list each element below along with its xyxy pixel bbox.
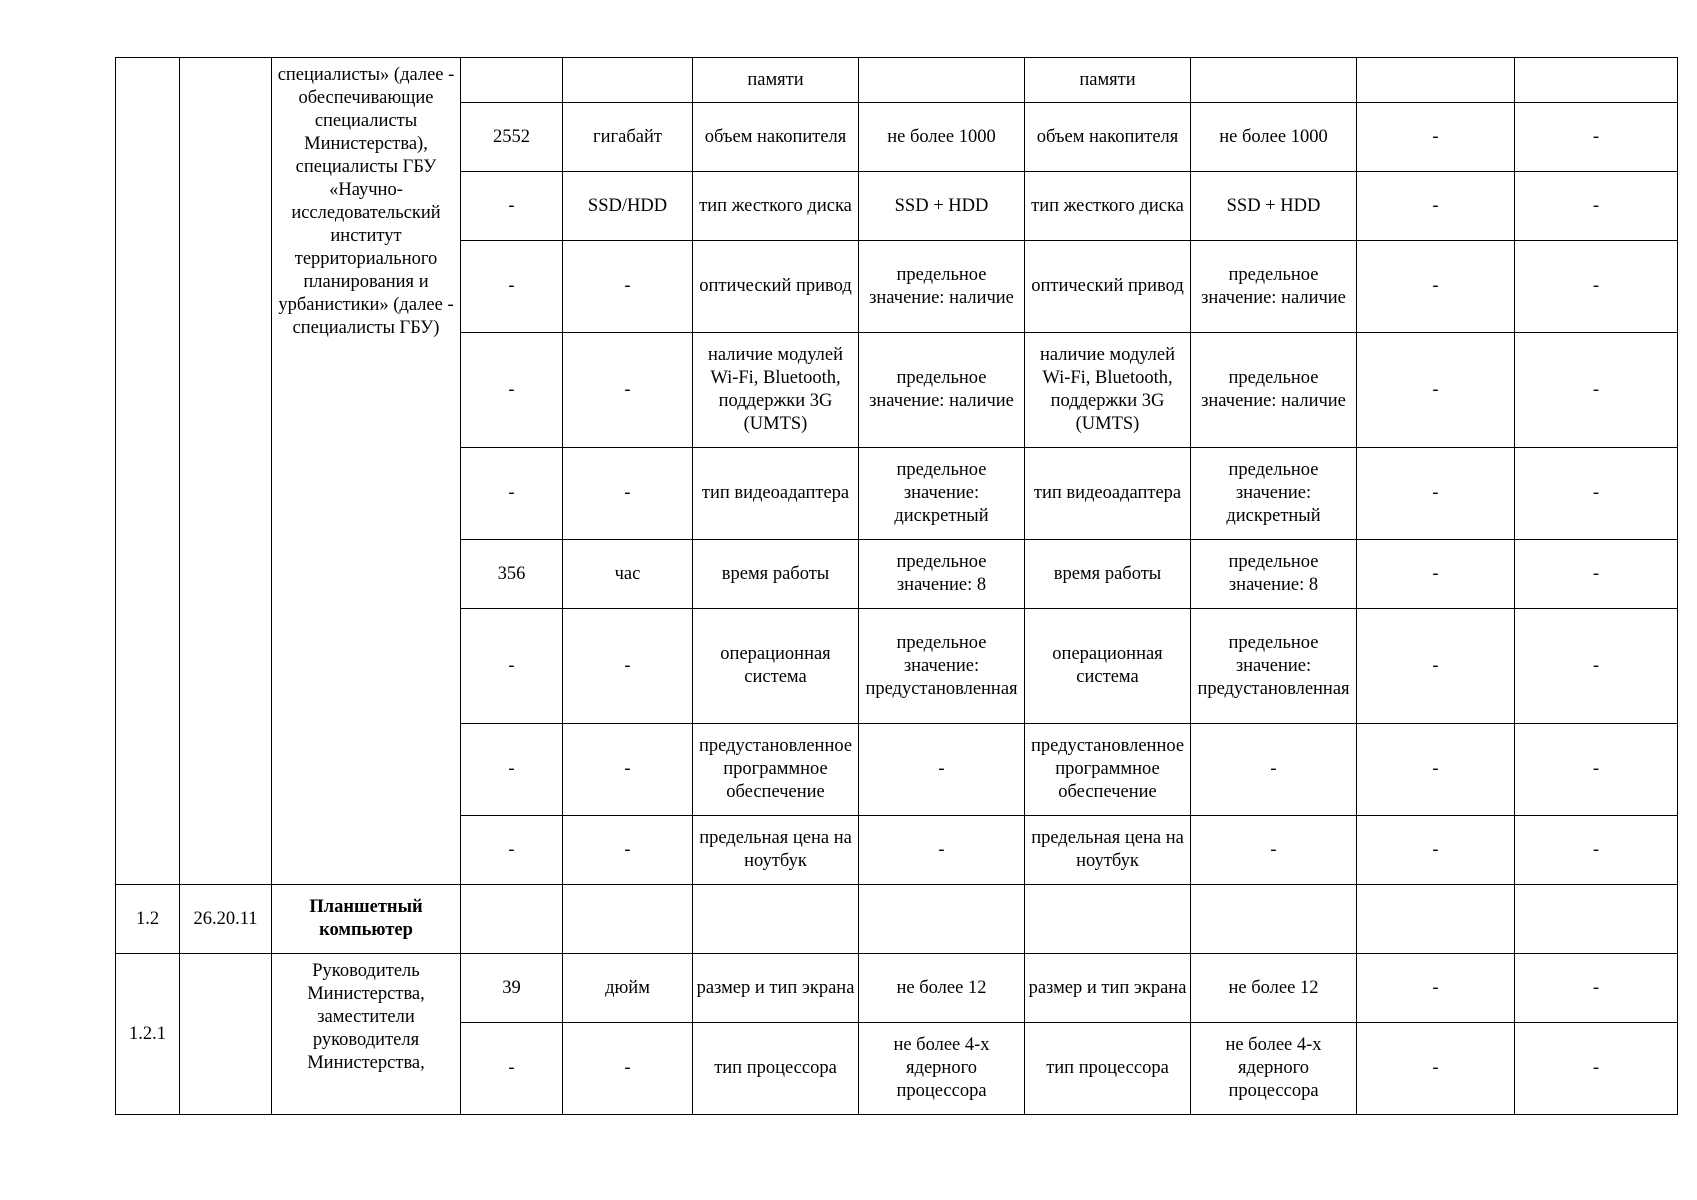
table-cell: -	[461, 1023, 563, 1115]
table-cell: объем накопителя	[1025, 103, 1191, 172]
table-row	[116, 58, 1678, 103]
item-name-cell: Планшетный компьютер	[272, 885, 461, 954]
table-cell: -	[461, 816, 563, 885]
table-cell	[1515, 885, 1678, 954]
table-cell: тип процессора	[1025, 1023, 1191, 1115]
table-cell: -	[1357, 609, 1515, 724]
table-cell	[1357, 58, 1515, 103]
table-cell: памяти	[693, 58, 859, 103]
table-cell: -	[1357, 540, 1515, 609]
table-cell: не более 12	[1191, 954, 1357, 1023]
table-cell: -	[1515, 609, 1678, 724]
table-cell: 39	[461, 954, 563, 1023]
table-cell: -	[1357, 954, 1515, 1023]
item-number-cell	[116, 58, 180, 885]
table-cell: -	[563, 448, 693, 540]
table-cell: -	[859, 724, 1025, 816]
table-cell: предельное значение: наличие	[1191, 333, 1357, 448]
table-cell	[1357, 885, 1515, 954]
table-cell: оптический привод	[693, 241, 859, 333]
table-cell: SSD + HDD	[1191, 172, 1357, 241]
table-cell	[563, 885, 693, 954]
table-cell	[1191, 58, 1357, 103]
table-cell: -	[461, 172, 563, 241]
table-cell: тип процессора	[693, 1023, 859, 1115]
table-cell	[859, 885, 1025, 954]
table-cell	[563, 58, 693, 103]
position-description-cell: Руководитель Министерства, заместители руководителя Министерства,	[272, 954, 461, 1115]
table-cell: -	[1357, 172, 1515, 241]
item-number-cell: 1.2	[116, 885, 180, 954]
table-cell: дюйм	[563, 954, 693, 1023]
table-cell: -	[563, 333, 693, 448]
table-cell: предельное значение: наличие	[1191, 241, 1357, 333]
table-cell: -	[461, 241, 563, 333]
table-cell: памяти	[1025, 58, 1191, 103]
table-cell: -	[1357, 103, 1515, 172]
table-cell: предельное значение: предустановленная	[1191, 609, 1357, 724]
table-cell: -	[1357, 333, 1515, 448]
table-cell: -	[1191, 724, 1357, 816]
tablet-header-row	[116, 885, 1678, 954]
table-cell: предельное значение: 8	[859, 540, 1025, 609]
table-cell: -	[1515, 724, 1678, 816]
table-cell: -	[1515, 241, 1678, 333]
table-cell: не более 1000	[1191, 103, 1357, 172]
table-cell: -	[1515, 448, 1678, 540]
table-cell: гигабайт	[563, 103, 693, 172]
table-cell: размер и тип экрана	[1025, 954, 1191, 1023]
table-cell: -	[563, 724, 693, 816]
table-cell: -	[563, 241, 693, 333]
table-cell: -	[1357, 724, 1515, 816]
table-cell	[1515, 58, 1678, 103]
table-cell: тип видеоадаптера	[693, 448, 859, 540]
table-cell: наличие модулей Wi-Fi, Bluetooth, поддержки 3G (UMTS)	[693, 333, 859, 448]
table-cell: время работы	[693, 540, 859, 609]
table-cell: 356	[461, 540, 563, 609]
table-cell	[859, 58, 1025, 103]
table-cell: объем накопителя	[693, 103, 859, 172]
table-cell: время работы	[1025, 540, 1191, 609]
table-cell: -	[859, 816, 1025, 885]
table-cell: -	[1357, 448, 1515, 540]
table-cell: тип жесткого диска	[693, 172, 859, 241]
item-code-cell	[180, 58, 272, 885]
table-cell: предельная цена на ноутбук	[1025, 816, 1191, 885]
item-number-cell: 1.2.1	[116, 954, 180, 1115]
table-row	[116, 954, 1678, 1023]
table-cell: предельное значение: дискретный	[1191, 448, 1357, 540]
table-cell: -	[1191, 816, 1357, 885]
table-cell: предельная цена на ноутбук	[693, 816, 859, 885]
item-code-cell: 26.20.11	[180, 885, 272, 954]
table-cell: -	[1515, 1023, 1678, 1115]
table-cell: -	[461, 609, 563, 724]
table-cell: не более 4-х ядерного процессора	[1191, 1023, 1357, 1115]
table-cell: 2552	[461, 103, 563, 172]
item-code-cell	[180, 954, 272, 1115]
table-cell	[693, 885, 859, 954]
table-cell: -	[461, 333, 563, 448]
table-cell: наличие модулей Wi-Fi, Bluetooth, поддержки 3G (UMTS)	[1025, 333, 1191, 448]
table-cell: предустановленное программное обеспечение	[1025, 724, 1191, 816]
specification-table	[115, 57, 1678, 1115]
table-cell: не более 4-х ядерного процессора	[859, 1023, 1025, 1115]
table-cell: предельное значение: наличие	[859, 241, 1025, 333]
table-cell: предельное значение: предустановленная	[859, 609, 1025, 724]
table-cell: час	[563, 540, 693, 609]
table-cell: операционная система	[1025, 609, 1191, 724]
table-cell: не более 12	[859, 954, 1025, 1023]
position-description-cell: специалисты» (далее - обеспечивающие специалисты Министерства), специалисты ГБУ «Научно-исследовательский институт территориального планирования и урбанистики» (далее - специалисты ГБУ)	[272, 58, 461, 885]
table-cell: предельное значение: дискретный	[859, 448, 1025, 540]
table-cell: -	[1515, 954, 1678, 1023]
table-cell: -	[1515, 103, 1678, 172]
table-cell: -	[461, 724, 563, 816]
table-cell	[461, 885, 563, 954]
table-body	[116, 58, 1678, 1115]
table-cell: предустановленное программное обеспечение	[693, 724, 859, 816]
table-cell	[1191, 885, 1357, 954]
table-cell: предельное значение: наличие	[859, 333, 1025, 448]
table-cell: -	[1515, 816, 1678, 885]
table-cell: -	[461, 448, 563, 540]
table-cell: оптический привод	[1025, 241, 1191, 333]
table-cell: -	[1357, 816, 1515, 885]
table-cell: -	[1515, 540, 1678, 609]
table-cell: -	[563, 1023, 693, 1115]
table-cell: операционная система	[693, 609, 859, 724]
table-cell	[1025, 885, 1191, 954]
table-cell: размер и тип экрана	[693, 954, 859, 1023]
table-cell: не более 1000	[859, 103, 1025, 172]
table-cell: предельное значение: 8	[1191, 540, 1357, 609]
table-cell: SSD + HDD	[859, 172, 1025, 241]
table-cell	[461, 58, 563, 103]
table-cell: тип видеоадаптера	[1025, 448, 1191, 540]
table-cell: -	[1515, 172, 1678, 241]
table-cell: SSD/HDD	[563, 172, 693, 241]
table-cell: тип жесткого диска	[1025, 172, 1191, 241]
table-cell: -	[563, 816, 693, 885]
table-cell: -	[563, 609, 693, 724]
table-cell: -	[1357, 241, 1515, 333]
table-cell: -	[1357, 1023, 1515, 1115]
table-cell: -	[1515, 333, 1678, 448]
